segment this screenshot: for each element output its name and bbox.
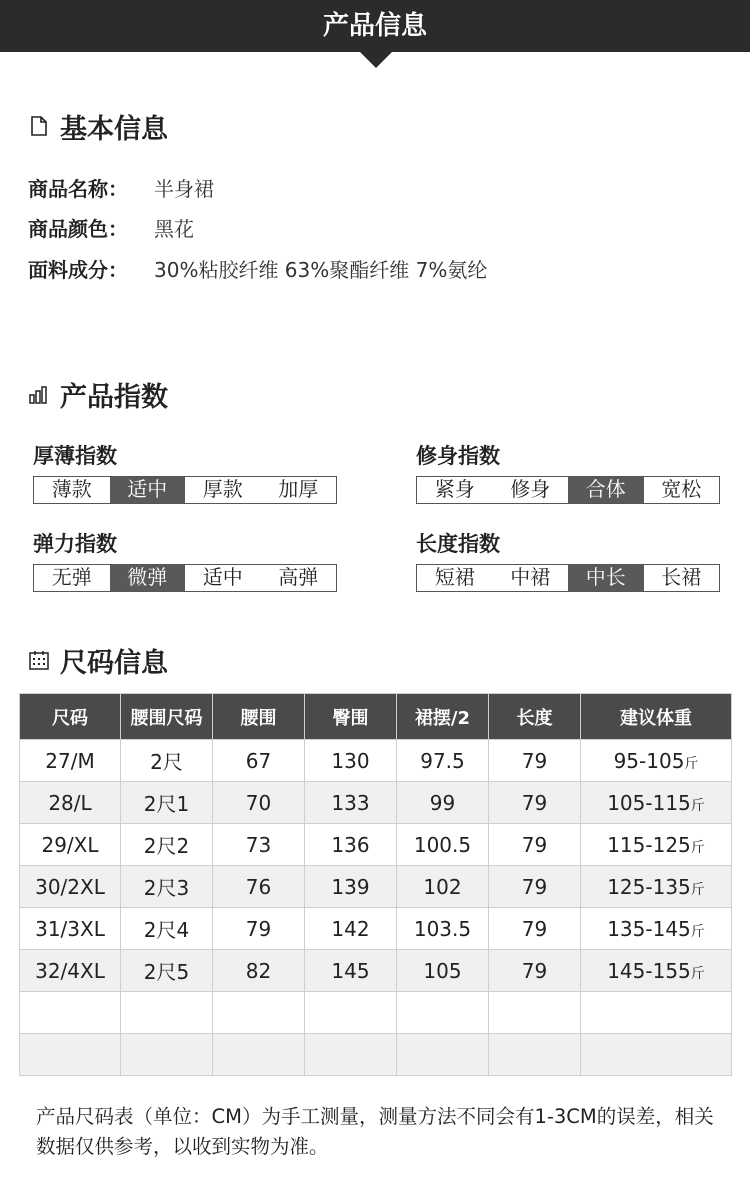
scale-option: 长裙 (661, 565, 702, 589)
table-cell (397, 1034, 489, 1076)
fit-label: 修身指数 (416, 444, 500, 468)
table-cell: 142 (305, 908, 397, 950)
basic-info-header (28, 106, 168, 146)
elasticity-scale (33, 564, 337, 592)
info-value: 半身裙 (154, 176, 214, 201)
info-key: 商品颜色： (28, 216, 128, 241)
table-cell: 79 (489, 908, 581, 950)
scale-option-selected: 微弹 (110, 565, 186, 591)
elasticity-label: 弹力指数 (33, 532, 117, 556)
scale-option: 中裙 (510, 565, 551, 589)
table-cell: 27/M (20, 740, 121, 782)
scale-option: 短裙 (434, 565, 475, 589)
table-cell-weight (581, 824, 732, 866)
table-header-cell: 裙摆/2 (397, 694, 489, 740)
info-row-name (28, 172, 214, 202)
table-cell: 97.5 (397, 740, 489, 782)
table-cell: 29/XL (20, 824, 121, 866)
table-cell (489, 992, 581, 1034)
scale-option: 紧身 (434, 477, 475, 501)
table-cell: 2尺3 (121, 866, 213, 908)
weight-value: 135-145 (607, 916, 691, 941)
table-cell: 76 (213, 866, 305, 908)
table-cell-weight (581, 740, 732, 782)
weight-unit: 斤 (690, 839, 705, 856)
document-icon (28, 115, 50, 137)
info-row-color (28, 212, 194, 242)
weight-value: 115-125 (607, 832, 691, 857)
table-cell: 32/4XL (20, 950, 121, 992)
info-row-material (28, 253, 487, 283)
scale-option: 薄款 (51, 477, 92, 501)
table-cell: 67 (213, 740, 305, 782)
table-cell (20, 992, 121, 1034)
weight-value: 145-155 (607, 958, 691, 983)
scale-option: 高弹 (278, 565, 319, 589)
scale-option: 厚款 (202, 477, 243, 501)
table-cell: 2尺5 (121, 950, 213, 992)
weight-unit: 斤 (690, 797, 705, 814)
table-cell-weight (581, 866, 732, 908)
weight-unit: 斤 (690, 923, 705, 940)
banner-notch (360, 52, 392, 68)
scale-option: 修身 (510, 477, 551, 501)
table-cell: 79 (489, 782, 581, 824)
scale-option: 加厚 (278, 477, 319, 501)
table-cell (581, 992, 732, 1034)
info-key: 商品名称： (28, 176, 128, 201)
weight-unit: 斤 (690, 881, 705, 898)
table-cell: 145 (305, 950, 397, 992)
product-index-header (28, 374, 168, 414)
product-index-title: 产品指数 (60, 381, 168, 413)
info-key: 面料成分： (28, 257, 128, 282)
table-cell (213, 1034, 305, 1076)
banner-title: 产品信息 (322, 11, 427, 41)
table-cell: 2尺1 (121, 782, 213, 824)
table-row (20, 950, 732, 992)
table-row (20, 782, 732, 824)
thickness-scale (33, 476, 337, 504)
scale-option: 宽松 (661, 477, 702, 501)
table-cell: 136 (305, 824, 397, 866)
table-row (20, 908, 732, 950)
table-cell: 70 (213, 782, 305, 824)
table-header-cell: 长度 (489, 694, 581, 740)
table-cell: 30/2XL (20, 866, 121, 908)
weight-value: 105-115 (607, 790, 691, 815)
table-row-empty (20, 1034, 732, 1076)
table-cell (305, 992, 397, 1034)
table-cell (305, 1034, 397, 1076)
table-cell (20, 1034, 121, 1076)
bar-chart-icon (28, 383, 50, 405)
table-cell-weight (581, 908, 732, 950)
table-cell: 79 (489, 740, 581, 782)
table-cell: 139 (305, 866, 397, 908)
table-cell: 102 (397, 866, 489, 908)
table-cell-weight (581, 950, 732, 992)
table-row (20, 866, 732, 908)
table-header-row (20, 694, 732, 740)
table-cell (121, 1034, 213, 1076)
table-cell: 73 (213, 824, 305, 866)
table-cell: 99 (397, 782, 489, 824)
size-info-header (28, 640, 168, 680)
weight-value: 95-105 (613, 748, 685, 773)
calendar-grid-icon (28, 649, 50, 671)
fit-scale (416, 476, 720, 504)
table-header-cell: 尺码 (20, 694, 121, 740)
table-cell (581, 1034, 732, 1076)
table-row (20, 824, 732, 866)
size-table (19, 693, 732, 1076)
length-scale (416, 564, 720, 592)
table-cell: 28/L (20, 782, 121, 824)
weight-unit: 斤 (690, 965, 705, 982)
table-row (20, 740, 732, 782)
table-row-empty (20, 992, 732, 1034)
table-cell: 79 (489, 866, 581, 908)
scale-option: 无弹 (51, 565, 92, 589)
table-cell: 133 (305, 782, 397, 824)
scale-option-selected: 适中 (110, 477, 186, 503)
table-header-cell: 臀围 (305, 694, 397, 740)
table-cell (121, 992, 213, 1034)
scale-option-selected: 中长 (568, 565, 644, 591)
top-banner (0, 0, 750, 52)
table-cell (397, 992, 489, 1034)
table-cell: 79 (489, 950, 581, 992)
table-cell: 2尺 (121, 740, 213, 782)
basic-info-title: 基本信息 (60, 113, 168, 145)
measurement-note: 产品尺码表（单位：CM）为手工测量，测量方法不同会有1-3CM的误差，相关数据仅供参考，以收到实物为准。 (36, 1105, 714, 1158)
table-header-cell: 腰围 (213, 694, 305, 740)
table-cell: 130 (305, 740, 397, 782)
table-cell: 82 (213, 950, 305, 992)
info-value: 30%粘胶纤维 63%聚酯纤维 7%氨纶 (154, 257, 488, 282)
table-cell: 105 (397, 950, 489, 992)
table-cell: 100.5 (397, 824, 489, 866)
scale-option-selected: 合体 (568, 477, 644, 503)
table-cell: 79 (213, 908, 305, 950)
table-cell: 31/3XL (20, 908, 121, 950)
scale-option: 适中 (202, 565, 243, 589)
table-cell-weight (581, 782, 732, 824)
table-header-cell: 建议体重 (581, 694, 732, 740)
table-cell: 79 (489, 824, 581, 866)
size-info-title: 尺码信息 (60, 647, 168, 679)
table-cell: 2尺2 (121, 824, 213, 866)
thickness-label: 厚薄指数 (33, 444, 117, 468)
weight-value: 125-135 (607, 874, 691, 899)
info-value: 黑花 (154, 216, 194, 241)
length-label: 长度指数 (416, 532, 500, 556)
weight-unit: 斤 (684, 755, 699, 772)
table-cell: 103.5 (397, 908, 489, 950)
table-cell: 2尺4 (121, 908, 213, 950)
table-cell (213, 992, 305, 1034)
table-header-cell: 腰围尺码 (121, 694, 213, 740)
table-cell (489, 1034, 581, 1076)
